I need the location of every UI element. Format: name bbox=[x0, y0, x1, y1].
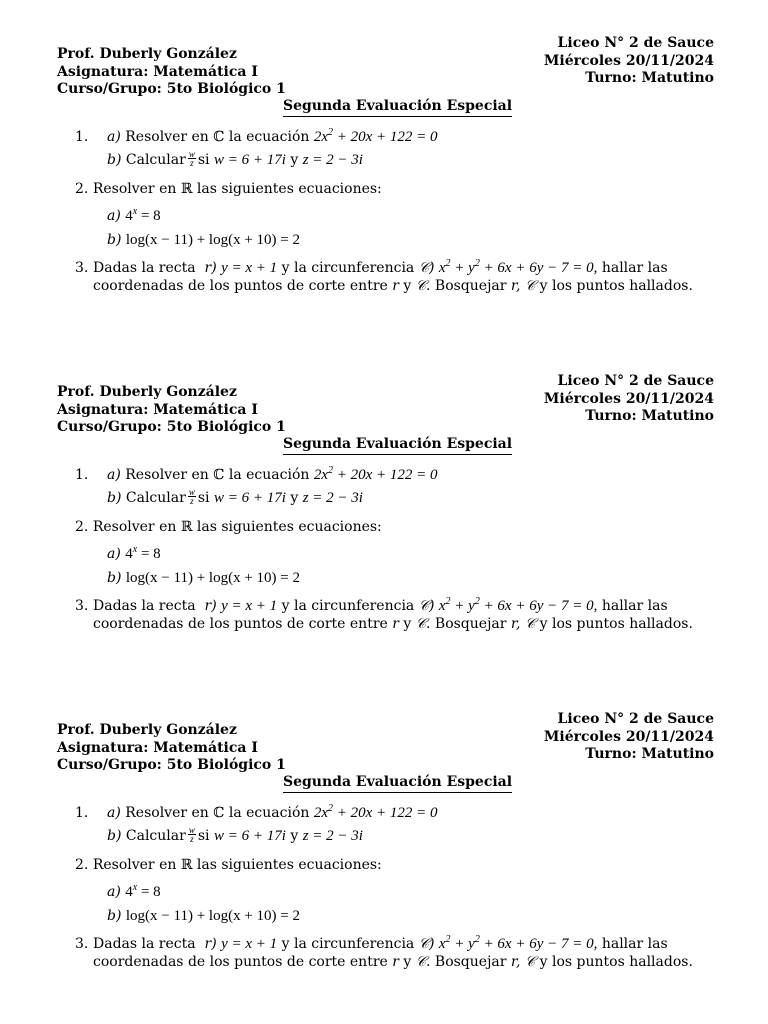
q2-b: b) log(x − 11) + log(x + 10) = 2 bbox=[107, 908, 300, 924]
q1-a-label: a) bbox=[107, 805, 121, 821]
date: Miércoles 20/11/2024 bbox=[543, 52, 714, 69]
w-over-z-fraction: $\frac{w}{z}$ bbox=[188, 148, 195, 168]
header-left bbox=[57, 46, 286, 99]
q2-number: 2. bbox=[75, 857, 89, 873]
teacher-name: Prof. Duberly González bbox=[57, 46, 237, 62]
shift: Turno: Matutino bbox=[585, 408, 714, 424]
header-right bbox=[544, 373, 714, 426]
teacher-name: Prof. Duberly González bbox=[57, 722, 237, 738]
school: Liceo N° 2 de Sauce bbox=[557, 711, 714, 727]
q1-a-text: Resolver en ℂ la ecuación bbox=[125, 467, 310, 483]
q1-a-text: Resolver en ℂ la ecuación bbox=[125, 805, 310, 821]
q2-b: b) log(x − 11) + log(x + 10) = 2 bbox=[107, 232, 300, 248]
q1-a-text: Resolver en ℂ la ecuación bbox=[125, 129, 310, 145]
header-right bbox=[544, 711, 714, 764]
q1-a-eq: $2x^2 + 20x + 122 = 0$ bbox=[313, 803, 438, 821]
q2-text: Resolver en ℝ las siguientes ecuaciones: bbox=[92, 519, 382, 535]
shift: Turno: Matutino bbox=[585, 746, 714, 762]
teacher-name: Prof. Duberly González bbox=[57, 384, 237, 400]
shift: Turno: Matutino bbox=[585, 70, 714, 86]
q2-b: b) log(x − 11) + log(x + 10) = 2 bbox=[107, 570, 300, 586]
q2-number: 2. bbox=[75, 519, 89, 535]
subject: Asignatura: Matemática I bbox=[57, 739, 258, 756]
exam-title: Segunda Evaluación Especial bbox=[283, 435, 512, 455]
header-right bbox=[544, 35, 714, 88]
q3-number: 3. bbox=[75, 936, 89, 952]
exam-copy-1 bbox=[0, 0, 768, 338]
q3-line2: coordenadas de los puntos de corte entre r y 𝒞. Bosquejar r, 𝒞 y los puntos hallados. bbox=[93, 616, 693, 632]
exam-copy-3 bbox=[0, 676, 768, 1014]
q3-number: 3. bbox=[75, 260, 89, 276]
q1-a-label: a) bbox=[107, 467, 121, 483]
w-over-z-fraction: $\frac{w}{z}$ bbox=[188, 486, 195, 506]
exam-copy-2 bbox=[0, 338, 768, 676]
subject: Asignatura: Matemática I bbox=[57, 63, 258, 80]
w-over-z-fraction: $\frac{w}{z}$ bbox=[188, 824, 195, 844]
group: Curso/Grupo: 5to Biológico 1 bbox=[57, 419, 286, 435]
q1-number: 1. bbox=[75, 805, 89, 821]
q1-a bbox=[107, 128, 438, 146]
group: Curso/Grupo: 5to Biológico 1 bbox=[57, 757, 286, 773]
q3-line1: Dadas la recta r) y = x + 1 y la circunferencia 𝒞) $x^2 + y^2 + 6x + 6y - 7 = 0$, hallar las bbox=[93, 596, 668, 614]
q2-text: Resolver en ℝ las siguientes ecuaciones: bbox=[92, 857, 382, 873]
q2-line bbox=[75, 180, 382, 198]
date: Miércoles 20/11/2024 bbox=[543, 728, 714, 745]
q2-line bbox=[75, 856, 382, 874]
q2-line bbox=[75, 518, 382, 536]
q1-b-label: b) bbox=[107, 828, 122, 844]
q1-number: 1. bbox=[75, 467, 89, 483]
q1-b-label: b) bbox=[107, 490, 122, 506]
q2-a: a) $4^x = 8$ bbox=[107, 206, 161, 224]
exam-title: Segunda Evaluación Especial bbox=[283, 773, 512, 793]
q1-number: 1. bbox=[75, 129, 89, 145]
q1-a bbox=[107, 466, 438, 484]
q2-text: Resolver en ℝ las siguientes ecuaciones: bbox=[92, 181, 382, 197]
date: Miércoles 20/11/2024 bbox=[543, 390, 714, 407]
q2-a: a) $4^x = 8$ bbox=[107, 882, 161, 900]
q2-number: 2. bbox=[75, 181, 89, 197]
group: Curso/Grupo: 5to Biológico 1 bbox=[57, 81, 286, 97]
q1-a-eq: $2x^2 + 20x + 122 = 0$ bbox=[313, 465, 438, 483]
header-left bbox=[57, 384, 286, 437]
q3-line2: coordenadas de los puntos de corte entre r y 𝒞. Bosquejar r, 𝒞 y los puntos hallados. bbox=[93, 954, 693, 970]
q3-line1: Dadas la recta r) y = x + 1 y la circunferencia 𝒞) $x^2 + y^2 + 6x + 6y - 7 = 0$, hallar las bbox=[93, 934, 668, 952]
q1-a-label: a) bbox=[107, 129, 121, 145]
q3-number: 3. bbox=[75, 598, 89, 614]
exam-title: Segunda Evaluación Especial bbox=[283, 97, 512, 117]
q2-a: a) $4^x = 8$ bbox=[107, 544, 161, 562]
q1-b: b) Calcular $\frac{w}{z}$ si w = 6 + 17i y z = 2 − 3i bbox=[107, 824, 363, 844]
q1-b: b) Calcular $\frac{w}{z}$ si w = 6 + 17i y z = 2 − 3i bbox=[107, 148, 363, 168]
school: Liceo N° 2 de Sauce bbox=[557, 35, 714, 51]
subject: Asignatura: Matemática I bbox=[57, 401, 258, 418]
header-left bbox=[57, 722, 286, 775]
q3-line1: Dadas la recta r) y = x + 1 y la circunferencia 𝒞) $x^2 + y^2 + 6x + 6y - 7 = 0$, hallar las bbox=[93, 258, 668, 276]
q3-line2: coordenadas de los puntos de corte entre r y 𝒞. Bosquejar r, 𝒞 y los puntos hallados. bbox=[93, 278, 693, 294]
q1-b: b) Calcular $\frac{w}{z}$ si w = 6 + 17i y z = 2 − 3i bbox=[107, 486, 363, 506]
q1-a bbox=[107, 804, 438, 822]
q1-a-eq: $2x^2 + 20x + 122 = 0$ bbox=[313, 127, 438, 145]
school: Liceo N° 2 de Sauce bbox=[557, 373, 714, 389]
q1-b-label: b) bbox=[107, 152, 122, 168]
